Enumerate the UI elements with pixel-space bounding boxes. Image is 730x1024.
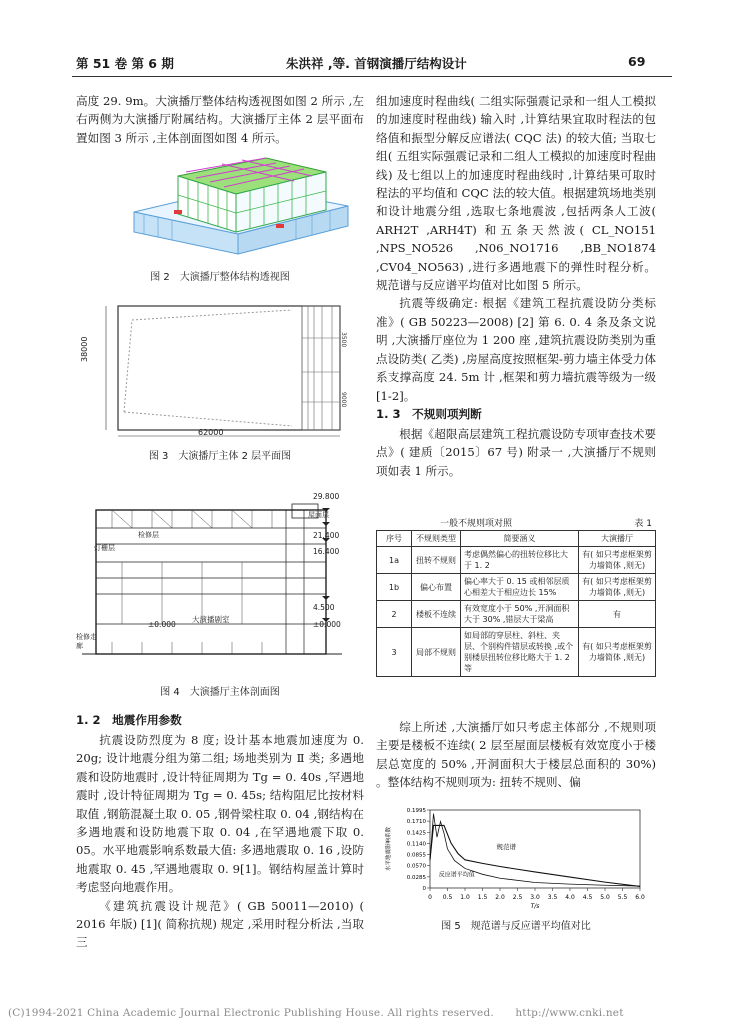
figure-4-caption: 图 4 大演播厅主体剖面图 (160, 687, 280, 698)
table-cell: 2 (377, 601, 412, 628)
x-tick-label: 2.5 (512, 894, 523, 901)
annotation-code-spectrum: 规范谱 (496, 842, 516, 851)
y-axis-label: 水平地震影响系数 (386, 826, 392, 872)
running-title: 朱洪祥 ,等. 首钢演播厅结构设计 (286, 56, 467, 71)
table-cell: 有( 如只考虑框架剪力墙简体 ,则无) (579, 628, 656, 677)
table-cell: 1a (377, 547, 412, 574)
table-cell: 3 (377, 628, 412, 677)
right-paragraphs: 组加速度时程曲线( 二组实际强震记录和一组人工模拟的加速度时程曲线) 输入时 ,计算结果宜取时程法的包络值和振型分解反应谱法( CQC 法) 的较大值; 当取七组( 五组实际强震记录和二组人工模拟的加速度时程曲线) 及七组以上的加速度时程曲线时 ,计算结果可取时程法的平均值和 CQC 法的较大值。根据建筑场地类别和设计地震分组 ,选取七条地震波 ,包括两条人工波( ARH2T ,ARH4T) 和五条天然波( CL_NO151 ,NPS_NO526 ,N06_NO1716 ,BB_NO1874 ,CV04_NO563) ,进行多遇地震下的弹性时程分析。规范谱与反应谱平均值对比如图 5 所示。 抗震等级确定: 根据《建筑工程抗震设防分类标准》( GB 50223—2008) [2] 第 6. 0. 4 条及条文说明 ,大演播厅座位为 1 200 座 ,建筑抗震设防类别为重点设防类( 乙类) ,房屋高度按照框架-剪力墙主体受力体系支撑高度 24. 5m 计 ,框架和剪力墙抗震等级为一级[1-2]。 (376, 94, 656, 403)
label-corridor: 检修走廊 (76, 633, 97, 650)
x-tick-label: 6.0 (635, 894, 645, 901)
x-tick-label: 5.5 (617, 894, 628, 901)
figure-5-chart (384, 806, 652, 910)
label-catwalk: 检修层 (138, 531, 159, 539)
plan-height-dimension: 38000 (80, 336, 89, 362)
table-cell: 扭转不规则 (412, 547, 461, 574)
y-tick-label: 0.1995 (406, 808, 426, 814)
elev-29800: 29.800 (313, 492, 340, 501)
elev-16400: 16.400 (313, 547, 340, 556)
x-tick-label: 3.5 (547, 894, 558, 901)
figure-5-caption: 图 5 规范谱与反应谱平均值对比 (441, 921, 591, 932)
y-tick-label: 0.0285 (406, 874, 426, 881)
intro-paragraph: 高度 29. 9m。大演播厅整体结构透视图如图 2 所示 ,左右两侧为大演播厅附属结构。大演播厅主体 2 层平面布置如图 3 所示 ,主体剖面图如图 4 所示。 (76, 94, 364, 145)
table-header-cell: 大演播厅 (579, 531, 656, 547)
page-number: 69 (628, 54, 646, 69)
table-cell: 偏心布置 (412, 574, 461, 601)
table-cell: 局部不规则 (412, 628, 461, 677)
annotation-response-spectrum: 反应谱平均值 (438, 871, 475, 879)
figure-3-plan (92, 298, 360, 440)
label-lighting-grid: 灯栅层 (94, 544, 115, 552)
table-row (377, 628, 656, 677)
table-cell: 如局部的穿层柱、斜柱、夹层、个别构件错层或转换 ,或个别楼层扭转位移比略大于 1. 2 等 (461, 628, 579, 677)
table-row (377, 574, 656, 601)
table-cell: 有效宽度小于 50% ,开洞面积大于 30% ,错层大于梁高 (461, 601, 579, 628)
table-1 (376, 516, 656, 677)
table-cell: 1b (377, 574, 412, 601)
x-tick-label: 3.0 (530, 894, 540, 901)
x-tick-label: 2.0 (495, 894, 505, 901)
dimension-labels (340, 332, 347, 407)
label-roof: 屋面层 (308, 511, 329, 519)
figure-2-caption: 图 2 大演播厅整体结构透视图 (150, 272, 290, 283)
table-header-cell: 序号 (377, 531, 412, 547)
section-1-3-text: 根据《超限高层建筑工程抗震设防专项审查技术要点》( 建质〔2015〕67 号) 附录一 ,大演播厅不规则项如表 1 所示。 (376, 427, 656, 478)
table-header-cell: 不规则类型 (412, 531, 461, 547)
section-1-3-heading: 1. 3 不规则项判断 (376, 407, 482, 421)
section-1-2-heading: 1. 2 地震作用参数 (76, 713, 182, 727)
elev-0-right: ±0.000 (313, 620, 341, 629)
y-tick-label: 0.1710 (406, 819, 426, 826)
table-cell: 有( 如只考虑框架剪力墙简体 ,则无) (579, 574, 656, 601)
elev-21400: 21.400 (313, 531, 340, 540)
table-cell: 有 (579, 601, 656, 628)
x-tick-label: 4.0 (565, 894, 575, 901)
summary-paragraph: 综上所述 ,大演播厅如只考虑主体部分 ,不规则项主要是楼板不连续( 2 层至屋面层楼板有效宽度小于楼层总宽度的 50% ,开洞面积大于楼层总面积的 30%) 。整体结构不规则项为: 扭转不规则、偏 (376, 720, 656, 790)
journal-volume: 第 51 卷 第 6 期 (76, 56, 174, 71)
label-main-hall: 大演播剧室 (192, 615, 230, 624)
table-cell: 楼板不连续 (412, 601, 461, 628)
plan-width-dimension: 62000 (198, 428, 224, 437)
table-title: 一般不规则项对照 (440, 519, 513, 529)
x-tick-label: 0.5 (442, 894, 453, 901)
table-cell: 有( 如只考虑框架剪力墙简体 ,则无) (579, 547, 656, 574)
y-tick-label: 0.1425 (406, 830, 426, 837)
x-tick-label: 5.0 (600, 894, 610, 901)
x-axis-label: T/s (530, 903, 540, 910)
section-1-2-text: 抗震设防烈度为 8 度; 设计基本地震加速度为 0. 20g; 设计地震分组为第二组; 场地类别为 Ⅱ 类; 多遇地震和设防地震时 ,设计特征周期为 Tg = 0. 40s ,罕遇地震时 ,设计特征周期为 Tg = 0. 45s; 结构阻尼比按材料取值 ,钢筋混凝土取 0. 05 ,钢骨梁柱取 0. 04 ,钢结构在多遇地震和设防地震下取 0. 04 ,在罕遇地震下取 0. 05。水平地震影响系数最大值: 多遇地震取 0. 16 ,设防地震取 0. 45 ,罕遇地震取 0. 9[1]。钢结构屋盖计算时考虑竖向地震作用。 《建筑抗震设计规范》( GB 50011—2010) ( 2016 年版) [1]( 简称抗规) 规定 ,采用时程分析法 ,当取三 (76, 733, 364, 950)
y-tick-label: 0.1140 (406, 841, 426, 848)
x-tick-label: 0 (428, 894, 432, 901)
svg-text:3500: 3500 (340, 332, 347, 348)
table-row (377, 601, 656, 628)
y-tick-label: 0 (422, 886, 426, 892)
y-tick-label: 0.0855 (406, 852, 426, 859)
table-cell: 考虑偶然偏心的扭转位移比大于 1. 2 (461, 547, 579, 574)
header-rule (72, 76, 672, 77)
building-3d-model (134, 158, 348, 254)
y-tick-label: 0.0570 (406, 863, 426, 870)
x-tick-label: 1.5 (477, 894, 488, 901)
table-row (377, 547, 656, 574)
table-label: 表 1 (634, 519, 652, 529)
svg-text:9000: 9000 (340, 392, 347, 408)
elev-4500: 4.500 (313, 603, 335, 612)
x-tick-label: 4.5 (582, 894, 593, 901)
elev-0-left: ±0.000 (148, 620, 176, 629)
figure-3-caption: 图 3 大演播厅主体 2 层平面图 (148, 451, 292, 462)
table-header-cell: 简要涵义 (461, 531, 579, 547)
x-tick-label: 1.0 (460, 894, 470, 901)
figure-2-perspective (126, 154, 356, 264)
table-cell: 偏心率大于 0. 15 或相邻层质心相差大于相应边长 15% (461, 574, 579, 601)
copyright-footer: (C)1994-2021 China Academic Journal Electronic Publishing House. All rights reserved. http://www.cnki.net (8, 1007, 624, 1019)
